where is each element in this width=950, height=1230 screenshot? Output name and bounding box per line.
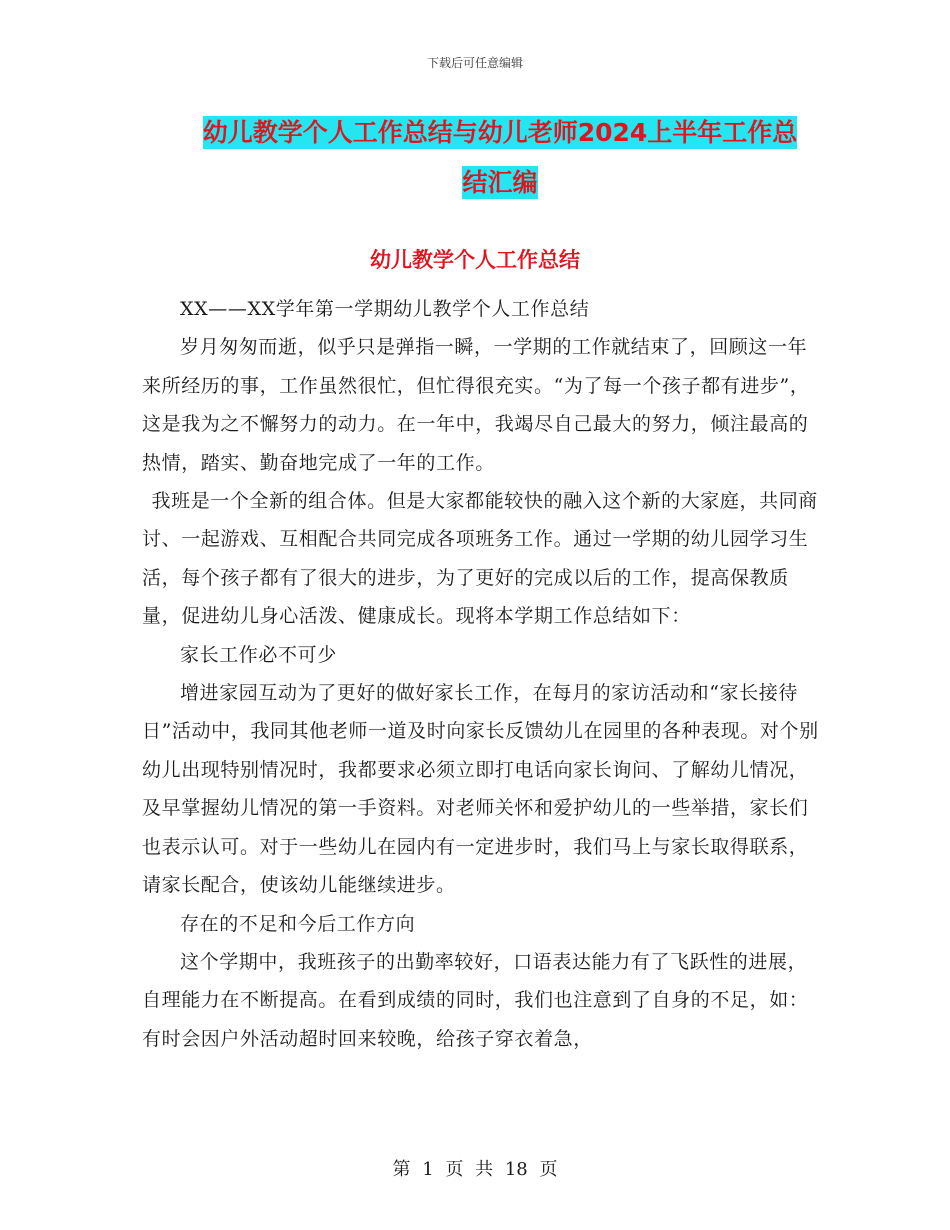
page-number: 第 1 页 共 18 页 xyxy=(392,1159,558,1180)
document-body xyxy=(142,290,822,1058)
document-title-line-2: 结汇编 xyxy=(462,168,538,197)
document-title xyxy=(140,108,860,208)
paragraph-shortcomings: 这个学期中，我班孩子的出勤率较好，口语表达能力有了飞跃性的进展，自理能力在不断提高。在看到成绩的同时，我们也注意到了自身的不足，如：有时会因户外活动超时回来较晚，给孩子穿衣着急， xyxy=(142,950,809,1050)
heading-parent-work: 家长工作必不可少 xyxy=(180,643,337,666)
paragraph-subtitle: XX——XX学年第一学期幼儿教学个人工作总结 xyxy=(180,298,590,320)
paragraph-class-overview: 我班是一个全新的组合体。但是大家都能较快的融入这个新的大家庭，共同商讨、一起游戏、互相配合共同完成各项班务工作。通过一学期的幼儿园学习生活，每个孩子都有了很大的进步，为了更好的完成以后的工作，提高保教质量，促进幼儿身心活泼、健康成长。现将本学期工作总结如下： xyxy=(142,490,818,628)
section-title: 幼儿教学个人工作总结 xyxy=(370,248,580,272)
paragraph-intro: 岁月匆匆而逝，似乎只是弹指一瞬，一学期的工作就结束了，回顾这一年来所经历的事，工作虽然很忙，但忙得很充实。“为了每一个孩子都有进步”，这是我为之不懈努力的动力。在一年中，我竭尽自己最大的努力，倾注最高的热情，踏实、勤奋地完成了一年的工作。 xyxy=(142,336,810,474)
paragraph-parent-work: 增进家园互动为了更好的做好家长工作，在每月的家访活动和“家长接待日”活动中，我同其他老师一道及时向家长反馈幼儿在园里的各种表现。对个别幼儿出现特别情况时，我都要求必须立即打电话向家长询问、了解幼儿情况，及早掌握幼儿情况的第一手资料。对老师关怀和爱护幼儿的一些举措，家长们也表示认可。对于一些幼儿在园内有一定进步时，我们马上与家长取得联系，请家长配合，使该幼儿能继续进步。 xyxy=(142,682,819,897)
header-note: 下载后可任意编辑 xyxy=(426,56,523,70)
heading-shortcomings: 存在的不足和今后工作方向 xyxy=(180,912,416,935)
document-title-line-1: 幼儿教学个人工作总结与幼儿老师2024上半年工作总 xyxy=(202,118,798,147)
